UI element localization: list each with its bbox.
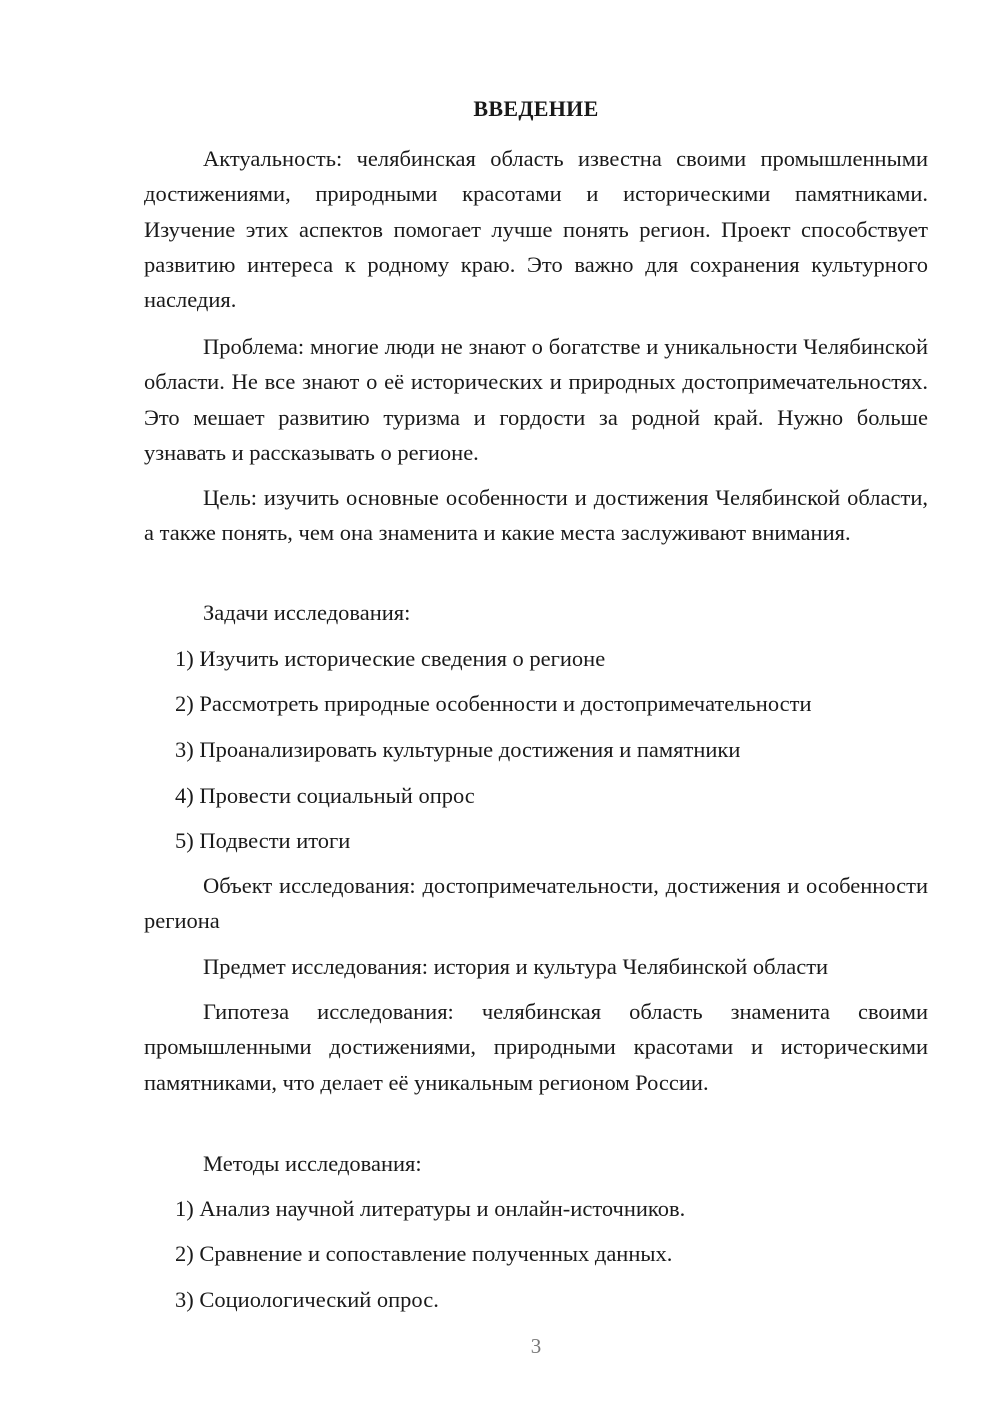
tasks-heading: Задачи исследования:	[203, 600, 411, 625]
task-item: 2) Рассмотреть природные особенности и достопримечательности	[175, 691, 812, 716]
methods-heading: Методы исследования:	[203, 1151, 422, 1176]
page-number: 3	[530, 1334, 542, 1358]
paragraph-relevance: Актуальность: челябинская область известна своими промышленными достижениями, природными красотами и историческими памятниками. Изучение этих аспектов помогает лучше понять регион. Проект способствует развитию интереса к родному краю. Это важно для сохранения культурного наследия.	[144, 146, 928, 313]
method-item: 1) Анализ научной литературы и онлайн-источников.	[175, 1196, 686, 1221]
method-item: 2) Сравнение и сопоставление полученных данных.	[175, 1241, 673, 1266]
paragraph-subject: Предмет исследования: история и культура Челябинской области	[203, 954, 829, 979]
task-item: 4) Провести социальный опрос	[175, 783, 475, 808]
task-item: 3) Проанализировать культурные достижения и памятники	[175, 737, 741, 762]
task-item: 5) Подвести итоги	[175, 828, 351, 853]
paragraph-hypothesis: Гипотеза исследования: челябинская область знаменита своими промышленными достижениями, природными красотами и историческими памятниками, что делает её уникальным регионом России.	[144, 999, 928, 1095]
paragraph-object: Объект исследования: достопримечательности, достижения и особенности региона	[144, 873, 928, 934]
page-title: ВВЕДЕНИЕ	[473, 96, 599, 121]
paragraph-goal: Цель: изучить основные особенности и достижения Челябинской области, а также понять, чем она знаменита и какие места заслуживают внимания.	[144, 485, 928, 546]
method-item: 3) Социологический опрос.	[175, 1287, 439, 1312]
paragraph-problem: Проблема: многие люди не знают о богатстве и уникальности Челябинской области. Не все знают о её исторических и природных достопримечательностях. Это мешает развитию туризма и гордости за родной край. Нужно больше узнавать и рассказывать о регионе.	[144, 334, 928, 465]
task-item: 1) Изучить исторические сведения о регионе	[175, 646, 606, 671]
